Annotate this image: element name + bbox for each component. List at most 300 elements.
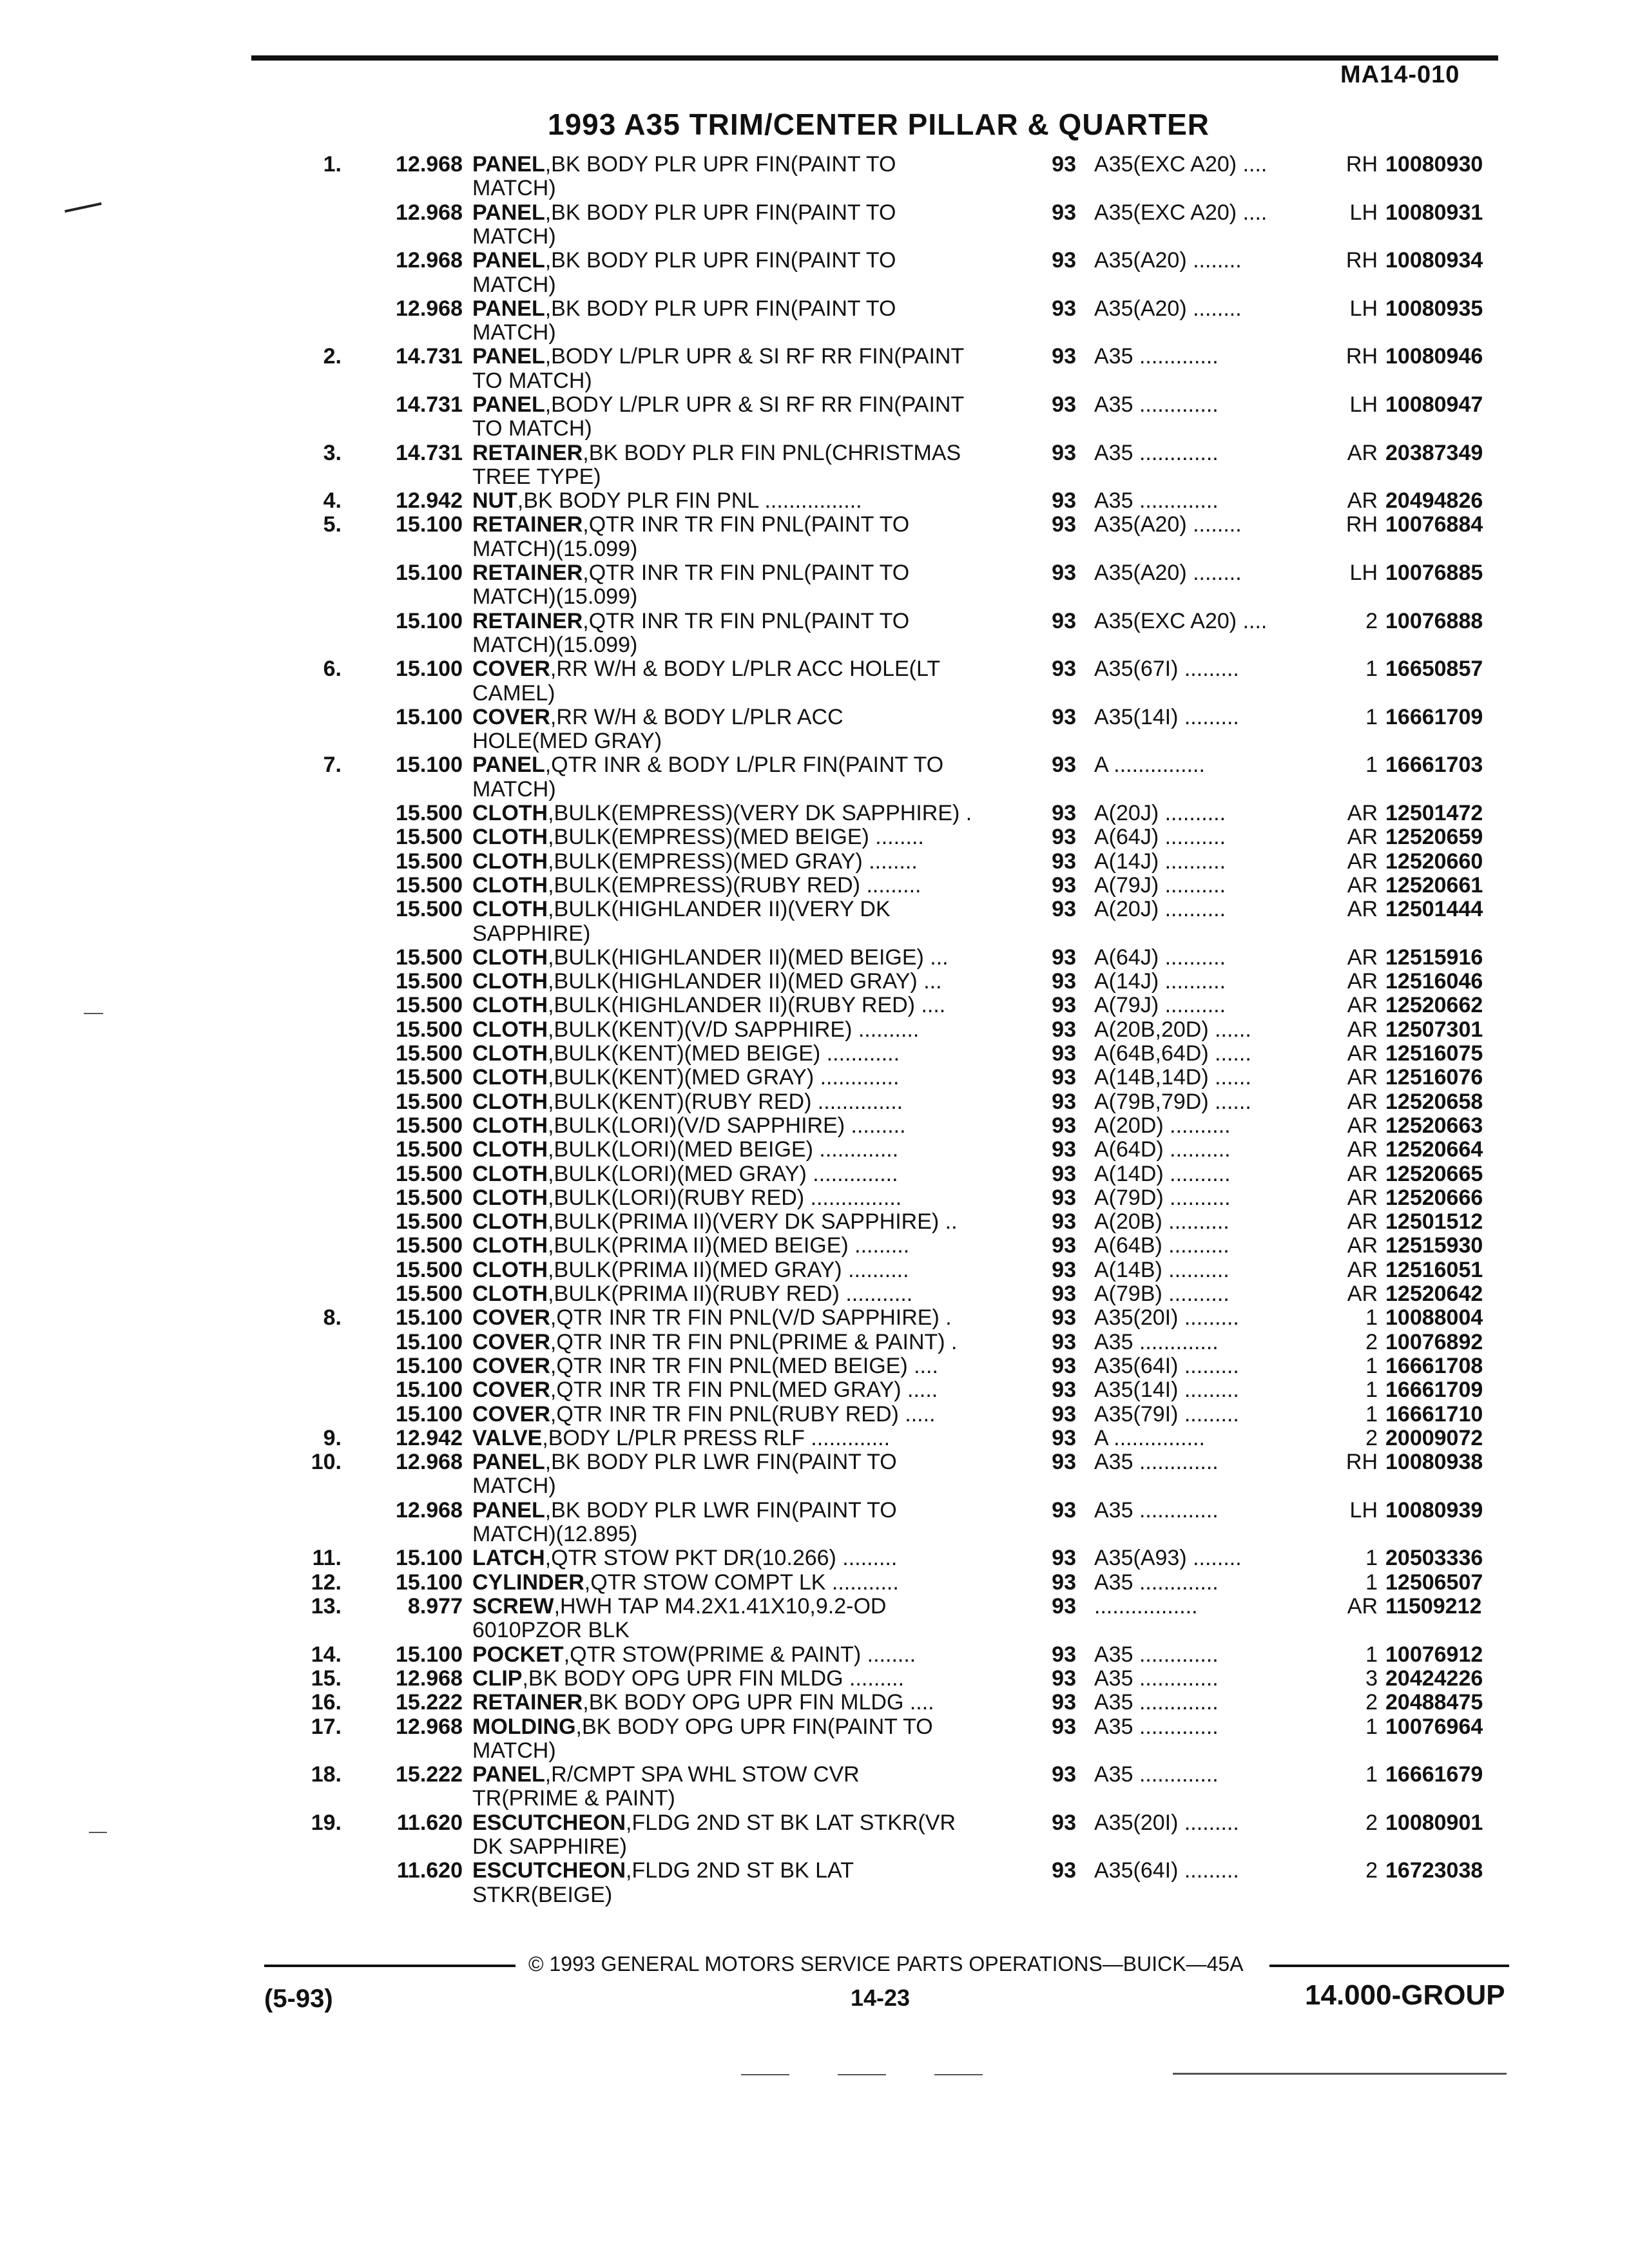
group-number: 11.620 bbox=[396, 1811, 463, 1835]
table-row bbox=[0, 1162, 1629, 1187]
quantity: 1 bbox=[1365, 1402, 1378, 1427]
ref-number: 11. bbox=[312, 1546, 342, 1570]
model-year: 93 bbox=[1052, 1162, 1076, 1186]
description-continuation: DK SAPPHIRE) bbox=[472, 1834, 627, 1859]
quantity: AR bbox=[1347, 1594, 1378, 1619]
part-name: CLOTH bbox=[472, 945, 548, 970]
model-year: 93 bbox=[1052, 392, 1076, 417]
table-row bbox=[0, 1137, 1629, 1163]
part-number: 10080901 bbox=[1385, 1811, 1483, 1835]
part-description bbox=[472, 1594, 1027, 1619]
table-row bbox=[0, 1426, 1629, 1452]
part-description bbox=[472, 1450, 1027, 1474]
part-name: RETAINER bbox=[472, 609, 583, 633]
part-name: MOLDING bbox=[472, 1715, 576, 1739]
model-code: A35(67I) ......... bbox=[1094, 657, 1239, 681]
table-row bbox=[0, 1282, 1629, 1307]
model-year: 93 bbox=[1052, 1642, 1076, 1667]
part-number: 12520660 bbox=[1385, 849, 1483, 874]
description-continuation: MATCH)(15.099) bbox=[472, 537, 638, 561]
part-detail: ,BULK(PRIMA II)(MED BEIGE) ......... bbox=[548, 1233, 910, 1258]
part-name: PANEL bbox=[472, 1450, 545, 1474]
model-year: 93 bbox=[1052, 825, 1076, 849]
description-continuation: 6010PZOR BLK bbox=[472, 1618, 630, 1642]
model-code: A35(64I) ......... bbox=[1094, 1858, 1239, 1883]
part-number: 16661710 bbox=[1385, 1402, 1483, 1427]
table-row bbox=[0, 1811, 1629, 1836]
table-row bbox=[0, 1594, 1629, 1620]
ref-number: 8. bbox=[323, 1305, 342, 1330]
group-number: 15.500 bbox=[396, 1065, 463, 1090]
table-row bbox=[0, 1402, 1629, 1428]
part-description bbox=[472, 248, 1027, 273]
part-name: COVER bbox=[472, 657, 550, 681]
description-continuation: MATCH) bbox=[472, 777, 556, 802]
model-year: 93 bbox=[1052, 1330, 1076, 1354]
group-number: 15.100 bbox=[396, 705, 463, 729]
table-row bbox=[0, 1450, 1629, 1475]
group-number: 15.500 bbox=[396, 801, 463, 825]
quantity: AR bbox=[1347, 1017, 1378, 1042]
part-detail: ,BK BODY PLR UPR FIN(PAINT TO bbox=[545, 152, 896, 177]
part-detail: ,HWH TAP M4.2X1.41X10,9.2-OD bbox=[554, 1594, 887, 1619]
group-number: 15.100 bbox=[396, 1354, 463, 1378]
part-number: 11509212 bbox=[1385, 1594, 1482, 1619]
part-number: 12506507 bbox=[1385, 1570, 1483, 1595]
description-continuation: TO MATCH) bbox=[472, 416, 592, 441]
group-number: 14.731 bbox=[396, 392, 463, 417]
part-number: 10076964 bbox=[1385, 1715, 1483, 1739]
part-detail: ,BULK(KENT)(MED GRAY) ............. bbox=[548, 1065, 900, 1090]
table-row bbox=[0, 1666, 1629, 1692]
model-code: A35 ............. bbox=[1094, 1570, 1219, 1595]
part-description bbox=[472, 296, 1027, 321]
part-detail: ,BULK(EMPRESS)(RUBY RED) ......... bbox=[548, 873, 921, 898]
model-year: 93 bbox=[1052, 1209, 1076, 1234]
margin-mark bbox=[89, 1832, 107, 1833]
group-number: 15.100 bbox=[396, 512, 463, 537]
part-description bbox=[472, 1090, 1027, 1114]
part-number: 10076884 bbox=[1385, 512, 1483, 537]
quantity: AR bbox=[1347, 945, 1378, 970]
table-row bbox=[0, 849, 1629, 875]
quantity: LH bbox=[1349, 200, 1378, 225]
quantity: 1 bbox=[1365, 1570, 1378, 1595]
part-name: COVER bbox=[472, 1378, 550, 1402]
part-description bbox=[472, 1715, 1027, 1739]
model-code: A(14J) .......... bbox=[1094, 849, 1226, 874]
quantity: 2 bbox=[1365, 1858, 1378, 1883]
table-row bbox=[0, 561, 1629, 586]
part-number: 10076912 bbox=[1385, 1642, 1483, 1667]
ref-number: 19. bbox=[311, 1811, 342, 1835]
model-code: A(79B) .......... bbox=[1094, 1282, 1229, 1306]
model-code: A(64J) .......... bbox=[1094, 825, 1226, 849]
group-number: 12.968 bbox=[396, 152, 463, 177]
table-row bbox=[0, 248, 1629, 274]
part-number: 12516046 bbox=[1385, 969, 1483, 994]
group-label: 14.000-GROUP bbox=[1305, 1979, 1505, 2011]
part-name: PANEL bbox=[472, 152, 545, 177]
group-number: 15.500 bbox=[396, 1090, 463, 1114]
model-year: 93 bbox=[1052, 1594, 1076, 1619]
part-description bbox=[472, 1666, 1027, 1691]
part-name: NUT bbox=[472, 488, 517, 513]
model-code: A35(14I) ......... bbox=[1094, 705, 1239, 729]
quantity: AR bbox=[1347, 897, 1378, 921]
model-code: A(79J) .......... bbox=[1094, 993, 1226, 1017]
part-number: 16661703 bbox=[1385, 753, 1483, 777]
part-number: 20494826 bbox=[1385, 488, 1483, 513]
model-year: 93 bbox=[1052, 1282, 1076, 1306]
table-row bbox=[0, 1690, 1629, 1716]
model-code: A(79B,79D) ...... bbox=[1094, 1090, 1251, 1114]
description-continuation: MATCH) bbox=[472, 320, 556, 345]
part-detail: ,BULK(PRIMA II)(MED GRAY) .......... bbox=[548, 1258, 909, 1282]
part-number: 12520658 bbox=[1385, 1090, 1483, 1114]
model-year: 93 bbox=[1052, 993, 1076, 1017]
part-description bbox=[472, 945, 1027, 970]
model-code: A35 ............. bbox=[1094, 441, 1219, 465]
part-name: CLOTH bbox=[472, 969, 548, 994]
part-detail: ,BULK(PRIMA II)(VERY DK SAPPHIRE) .. bbox=[548, 1209, 958, 1234]
group-number: 12.968 bbox=[396, 1450, 463, 1474]
quantity: 2 bbox=[1365, 1811, 1378, 1835]
model-code: A35(A20) ........ bbox=[1094, 561, 1242, 585]
part-detail: ,BK BODY PLR UPR FIN(PAINT TO bbox=[545, 296, 896, 321]
part-detail: ,BULK(LORI)(MED GRAY) .............. bbox=[548, 1162, 898, 1186]
model-year: 93 bbox=[1052, 753, 1076, 777]
part-detail: ,QTR INR TR FIN PNL(MED GRAY) ..... bbox=[550, 1378, 938, 1402]
group-number: 15.100 bbox=[396, 753, 463, 777]
ref-number: 4. bbox=[323, 488, 342, 513]
quantity: 1 bbox=[1365, 1546, 1378, 1570]
table-row bbox=[0, 200, 1629, 226]
part-number: 12507301 bbox=[1385, 1017, 1483, 1042]
part-number: 12501444 bbox=[1385, 897, 1483, 921]
model-year: 93 bbox=[1052, 561, 1076, 585]
group-number: 12.968 bbox=[396, 296, 463, 321]
part-name: PANEL bbox=[472, 392, 545, 417]
part-detail: ,BULK(HIGHLANDER II)(VERY DK bbox=[548, 897, 891, 921]
group-number: 15.100 bbox=[396, 657, 463, 681]
part-number: 16661709 bbox=[1385, 705, 1483, 729]
part-number: 12520665 bbox=[1385, 1162, 1483, 1186]
ref-number: 14. bbox=[311, 1642, 342, 1667]
part-description bbox=[472, 1186, 1027, 1210]
group-number: 15.100 bbox=[396, 561, 463, 585]
part-description bbox=[472, 1305, 1027, 1330]
table-row bbox=[0, 1041, 1629, 1067]
part-number: 16661679 bbox=[1385, 1762, 1483, 1787]
part-description bbox=[472, 344, 1027, 369]
model-code: A(64J) .......... bbox=[1094, 945, 1226, 970]
table-row bbox=[0, 1017, 1629, 1043]
part-description bbox=[472, 152, 1027, 177]
ref-number: 16. bbox=[311, 1690, 342, 1715]
part-detail: ,BULK(HIGHLANDER II)(MED BEIGE) ... bbox=[548, 945, 949, 970]
part-name: CLOTH bbox=[472, 1186, 548, 1210]
part-name: RETAINER bbox=[472, 441, 583, 465]
model-code: A35(79I) ......... bbox=[1094, 1402, 1239, 1427]
part-number: 10080939 bbox=[1385, 1498, 1483, 1523]
quantity: 1 bbox=[1365, 1642, 1378, 1667]
table-row bbox=[0, 897, 1629, 923]
ref-number: 6. bbox=[323, 657, 342, 681]
description-continuation: MATCH) bbox=[472, 1738, 556, 1763]
part-name: PANEL bbox=[472, 296, 545, 321]
part-detail: ,QTR INR TR FIN PNL(V/D SAPPHIRE) . bbox=[550, 1305, 952, 1330]
ref-number: 3. bbox=[323, 441, 342, 465]
table-row bbox=[0, 1090, 1629, 1115]
table-row bbox=[0, 873, 1629, 899]
part-description bbox=[472, 512, 1027, 537]
part-description bbox=[472, 441, 1027, 465]
part-detail: ,BULK(KENT)(RUBY RED) .............. bbox=[548, 1090, 903, 1114]
group-number: 12.968 bbox=[396, 200, 463, 225]
part-description bbox=[472, 1330, 1027, 1354]
part-name: PANEL bbox=[472, 1498, 545, 1523]
quantity: LH bbox=[1349, 1498, 1378, 1523]
part-number: 10080946 bbox=[1385, 344, 1483, 369]
ref-number: 12. bbox=[311, 1570, 342, 1595]
margin-mark bbox=[84, 1013, 103, 1014]
description-continuation: MATCH)(15.099) bbox=[472, 633, 638, 657]
part-description bbox=[472, 392, 1027, 417]
quantity: AR bbox=[1347, 488, 1378, 513]
model-year: 93 bbox=[1052, 945, 1076, 970]
quantity: AR bbox=[1347, 441, 1378, 465]
part-number: 20387349 bbox=[1385, 441, 1483, 465]
table-row bbox=[0, 1113, 1629, 1139]
model-year: 93 bbox=[1052, 969, 1076, 994]
model-year: 93 bbox=[1052, 897, 1076, 921]
model-year: 93 bbox=[1052, 849, 1076, 874]
part-description bbox=[472, 1378, 1027, 1402]
model-code: A(14J) .......... bbox=[1094, 969, 1226, 994]
part-description bbox=[472, 801, 1027, 825]
part-name: CLOTH bbox=[472, 873, 548, 898]
part-name: CLOTH bbox=[472, 1209, 548, 1234]
part-number: 12515916 bbox=[1385, 945, 1483, 970]
table-row bbox=[0, 657, 1629, 682]
ref-number: 1. bbox=[323, 152, 342, 177]
model-year: 93 bbox=[1052, 344, 1076, 369]
model-year: 93 bbox=[1052, 801, 1076, 825]
table-row bbox=[0, 1642, 1629, 1668]
table-row bbox=[0, 1378, 1629, 1403]
part-number: 10076885 bbox=[1385, 561, 1483, 585]
model-code: A35 ............. bbox=[1094, 1762, 1219, 1787]
part-description bbox=[472, 1858, 1027, 1883]
model-year: 93 bbox=[1052, 152, 1076, 177]
page-number: 14-23 bbox=[851, 1984, 911, 2011]
quantity: LH bbox=[1349, 296, 1378, 321]
part-name: RETAINER bbox=[472, 561, 583, 585]
table-row bbox=[0, 152, 1629, 178]
quantity: 2 bbox=[1365, 609, 1378, 633]
part-detail: ,BODY L/PLR UPR & SI RF RR FIN(PAINT bbox=[545, 344, 965, 369]
model-code: A35(A20) ........ bbox=[1094, 248, 1242, 273]
part-number: 12501472 bbox=[1385, 801, 1483, 825]
part-detail: ,BULK(LORI)(MED BEIGE) ............. bbox=[548, 1137, 899, 1162]
table-row bbox=[0, 441, 1629, 466]
part-number: 10080931 bbox=[1385, 200, 1483, 225]
model-code: A ............... bbox=[1094, 1426, 1205, 1450]
model-year: 93 bbox=[1052, 705, 1076, 729]
table-row bbox=[0, 993, 1629, 1019]
ref-number: 9. bbox=[323, 1426, 342, 1450]
model-code: A35 ............. bbox=[1094, 1642, 1219, 1667]
model-year: 93 bbox=[1052, 488, 1076, 513]
quantity: AR bbox=[1347, 849, 1378, 874]
model-code: A(14B,14D) ...... bbox=[1094, 1065, 1251, 1090]
model-year: 93 bbox=[1052, 1378, 1076, 1402]
model-year: 93 bbox=[1052, 1498, 1076, 1523]
part-description bbox=[472, 1233, 1027, 1258]
part-description bbox=[472, 1065, 1027, 1090]
quantity: AR bbox=[1347, 969, 1378, 994]
model-year: 93 bbox=[1052, 873, 1076, 898]
model-code: A(14D) .......... bbox=[1094, 1162, 1231, 1186]
quantity: 2 bbox=[1365, 1690, 1378, 1715]
part-detail: ,BULK(HIGHLANDER II)(MED GRAY) ... bbox=[548, 969, 942, 994]
part-description bbox=[472, 1690, 1027, 1715]
model-code: A(20J) .......... bbox=[1094, 801, 1226, 825]
part-number: 12520642 bbox=[1385, 1282, 1483, 1306]
part-name: CLOTH bbox=[472, 1017, 548, 1042]
part-detail: ,BK BODY PLR UPR FIN(PAINT TO bbox=[545, 200, 896, 225]
part-number: 12516075 bbox=[1385, 1041, 1483, 1066]
part-detail: ,R/CMPT SPA WHL STOW CVR bbox=[545, 1762, 860, 1787]
model-code: A35(20I) ......... bbox=[1094, 1305, 1239, 1330]
table-row bbox=[0, 609, 1629, 635]
model-year: 93 bbox=[1052, 1450, 1076, 1474]
part-description bbox=[472, 897, 1027, 921]
model-code: A(20D) .......... bbox=[1094, 1113, 1231, 1138]
table-row bbox=[0, 1715, 1629, 1740]
part-description bbox=[472, 873, 1027, 898]
part-detail: ,BULK(PRIMA II)(RUBY RED) ........... bbox=[548, 1282, 913, 1306]
part-number: 16723038 bbox=[1385, 1858, 1483, 1883]
quantity: AR bbox=[1347, 1209, 1378, 1234]
group-number: 15.500 bbox=[396, 1041, 463, 1066]
model-code: A(14B) .......... bbox=[1094, 1258, 1229, 1282]
group-number: 15.500 bbox=[396, 1137, 463, 1162]
group-number: 15.500 bbox=[396, 1113, 463, 1138]
part-name: RETAINER bbox=[472, 1690, 583, 1715]
part-name: PANEL bbox=[472, 200, 545, 225]
part-detail: ,BK BODY PLR FIN PNL ................ bbox=[517, 488, 862, 513]
model-year: 93 bbox=[1052, 1090, 1076, 1114]
part-name: PANEL bbox=[472, 344, 545, 369]
group-number: 12.942 bbox=[396, 1426, 463, 1450]
table-row bbox=[0, 1858, 1629, 1884]
part-number: 10080934 bbox=[1385, 248, 1483, 273]
model-code: A35(EXC A20) .... bbox=[1094, 152, 1268, 177]
part-description bbox=[472, 969, 1027, 994]
part-number: 12520661 bbox=[1385, 873, 1483, 898]
table-row bbox=[0, 512, 1629, 538]
quantity: 2 bbox=[1365, 1330, 1378, 1354]
part-description bbox=[472, 1258, 1027, 1282]
model-year: 93 bbox=[1052, 1402, 1076, 1427]
part-name: CLOTH bbox=[472, 993, 548, 1017]
model-year: 93 bbox=[1052, 657, 1076, 681]
part-number: 12520666 bbox=[1385, 1186, 1483, 1210]
quantity: AR bbox=[1347, 801, 1378, 825]
part-number: 12520659 bbox=[1385, 825, 1483, 849]
part-name: COVER bbox=[472, 705, 550, 729]
group-number: 15.500 bbox=[396, 993, 463, 1017]
group-number: 11.620 bbox=[396, 1858, 463, 1883]
group-number: 15.100 bbox=[396, 1305, 463, 1330]
part-description bbox=[472, 705, 1027, 729]
part-description bbox=[472, 1762, 1027, 1787]
quantity: RH bbox=[1345, 152, 1378, 177]
part-name: PANEL bbox=[472, 1762, 545, 1787]
description-continuation: CAMEL) bbox=[472, 681, 555, 706]
part-number: 20503336 bbox=[1385, 1546, 1483, 1570]
model-year: 93 bbox=[1052, 1305, 1076, 1330]
part-description bbox=[472, 1137, 1027, 1162]
footer-rule-right bbox=[1269, 1965, 1509, 1967]
part-detail: ,QTR INR TR FIN PNL(PAINT TO bbox=[583, 609, 910, 633]
part-description bbox=[472, 1354, 1027, 1378]
part-name: POCKET bbox=[472, 1642, 564, 1667]
part-detail: ,BULK(EMPRESS)(VERY DK SAPPHIRE) . bbox=[548, 801, 972, 825]
model-code: A(20B) .......... bbox=[1094, 1209, 1229, 1234]
table-row bbox=[0, 753, 1629, 778]
part-detail: ,BULK(KENT)(V/D SAPPHIRE) .......... bbox=[548, 1017, 920, 1042]
description-continuation: SAPPHIRE) bbox=[472, 921, 591, 946]
quantity: AR bbox=[1347, 1041, 1378, 1066]
description-continuation: MATCH)(12.895) bbox=[472, 1522, 638, 1546]
part-detail: ,BULK(LORI)(RUBY RED) ............... bbox=[548, 1186, 902, 1210]
part-detail: ,BK BODY PLR LWR FIN(PAINT TO bbox=[545, 1450, 897, 1474]
part-name: PANEL bbox=[472, 248, 545, 273]
model-year: 93 bbox=[1052, 1690, 1076, 1715]
model-code: A35 ............. bbox=[1094, 1690, 1219, 1715]
table-row bbox=[0, 825, 1629, 850]
part-detail: ,QTR INR & BODY L/PLR FIN(PAINT TO bbox=[545, 753, 944, 777]
group-number: 12.968 bbox=[396, 1715, 463, 1739]
table-row bbox=[0, 945, 1629, 971]
part-number: 16650857 bbox=[1385, 657, 1483, 681]
group-number: 15.500 bbox=[396, 1282, 463, 1306]
part-name: LATCH bbox=[472, 1546, 545, 1570]
quantity: AR bbox=[1347, 1065, 1378, 1090]
part-description bbox=[472, 849, 1027, 874]
part-name: CLOTH bbox=[472, 825, 548, 849]
model-year: 93 bbox=[1052, 1113, 1076, 1138]
model-code: A(20J) .......... bbox=[1094, 897, 1226, 921]
part-description bbox=[472, 657, 1027, 681]
part-description bbox=[472, 1017, 1027, 1042]
part-number: 10080930 bbox=[1385, 152, 1483, 177]
part-detail: ,QTR INR TR FIN PNL(MED BEIGE) .... bbox=[550, 1354, 938, 1378]
part-name: COVER bbox=[472, 1330, 550, 1354]
part-description bbox=[472, 1402, 1027, 1427]
quantity: 1 bbox=[1365, 1354, 1378, 1378]
model-year: 93 bbox=[1052, 1858, 1076, 1883]
model-year: 93 bbox=[1052, 1233, 1076, 1258]
page-title: 1993 A35 TRIM/CENTER PILLAR & QUARTER bbox=[548, 108, 1210, 141]
page-id: MA14-010 bbox=[1340, 61, 1460, 88]
part-name: CLOTH bbox=[472, 1162, 548, 1186]
part-description bbox=[472, 1811, 1027, 1835]
group-number: 15.500 bbox=[396, 849, 463, 874]
